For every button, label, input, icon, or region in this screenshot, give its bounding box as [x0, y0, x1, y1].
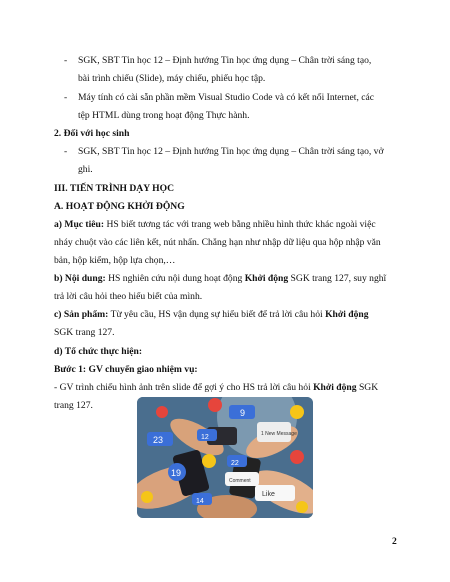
badge-12: 12: [201, 434, 209, 441]
section3-heading: III. TIẾN TRÌNH DẠY HỌC: [54, 183, 175, 194]
comment-label: Comment: [229, 478, 251, 484]
list1-item2-line1: Máy tính có cài sẵn phần mềm Visual Studio Code và có kết nối Internet, các: [78, 92, 375, 103]
social-media-photo: [137, 397, 313, 518]
step1-label: Bước 1: GV chuyển giao nhiệm vụ:: [54, 364, 198, 375]
bullet-dash: -: [64, 55, 68, 66]
step1-bold: Khởi động: [313, 382, 357, 393]
goal-paragraph-line1: [54, 219, 376, 231]
badge-23: 23: [153, 435, 164, 445]
like-label: Like: [262, 491, 275, 498]
content-label: b) Nội dung:: [54, 273, 106, 284]
goal-line2: nháy chuột vào các liên kết, nút nhấn. Chẳng hạn như nhập dữ liệu qua hộp nhập văn: [54, 237, 381, 248]
content-paragraph-line1: [54, 273, 386, 285]
badge-22: 22: [231, 460, 239, 467]
list2-item1-line2: ghi.: [78, 164, 93, 175]
badge-14: 14: [196, 498, 204, 505]
content-text-post: SGK trang 127, suy nghĩ: [288, 273, 387, 284]
step1-line1: [54, 382, 378, 394]
product-label: c) Sản phẩm:: [54, 309, 109, 320]
organize-label: d) Tổ chức thực hiện:: [54, 346, 143, 357]
message-label: 1 New Message: [261, 431, 297, 437]
product-line2: SGK trang 127.: [54, 327, 115, 338]
badge-19: 19: [171, 468, 182, 478]
goal-line3: bản, hộp kiểm, hộp lựa chọn,…: [54, 255, 176, 266]
sectionA-heading: A. HOẠT ĐỘNG KHỞI ĐỘNG: [54, 201, 185, 212]
section2-heading: 2. Đối với học sinh: [54, 128, 130, 139]
list1-item1-line1: SGK, SBT Tin học 12 – Định hướng Tin học ứng dụng – Chân trời sáng tạo,: [78, 55, 372, 66]
step1-line2: trang 127.: [54, 400, 93, 411]
list2-item1-line1: SGK, SBT Tin học 12 – Định hướng Tin học ứng dụng – Chân trời sáng tạo, vở: [78, 146, 384, 157]
product-text: Từ yêu cầu, HS vận dụng sự hiểu biết để trả lời câu hỏi: [108, 309, 326, 320]
content-bold: Khởi động: [244, 273, 289, 284]
list1-item1-line2: bài trình chiếu (Slide), máy chiếu, phiếu học tập.: [78, 73, 266, 84]
badge-9: 9: [240, 408, 246, 418]
list1-item2-line2: tệp HTML dùng trong hoạt động Thực hành.: [78, 110, 250, 121]
goal-text: HS biết tương tác với trang web bằng nhiều hình thức khác ngoài việc: [104, 219, 376, 230]
product-bold: Khởi động: [325, 309, 369, 320]
photo-illustration: [137, 397, 313, 518]
step1-text-post: SGK: [356, 382, 379, 393]
page-number: 2: [392, 536, 397, 547]
bullet-dash: -: [64, 146, 68, 157]
bullet-dash: -: [64, 92, 68, 103]
content-line2: trả lời câu hỏi theo hiểu biết của mình.: [54, 291, 203, 302]
goal-label: a) Mục tiêu:: [54, 219, 105, 230]
content-text: HS nghiên cứu nội dung hoạt động: [105, 273, 245, 284]
product-paragraph-line1: [54, 309, 369, 321]
step1-text: - GV trình chiếu hình ảnh trên slide để gợi ý cho HS trả lời câu hỏi: [54, 382, 314, 393]
